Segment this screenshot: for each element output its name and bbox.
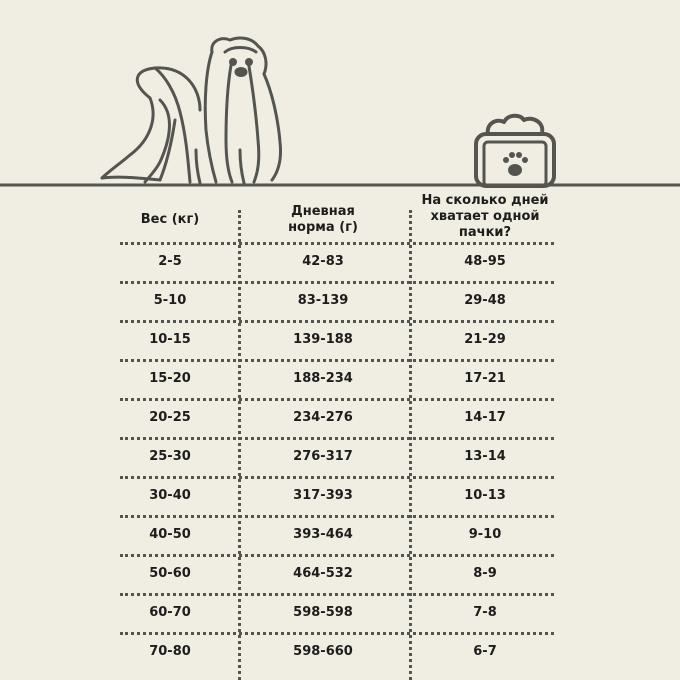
table-row <box>0 554 680 593</box>
cell-daily-norm: 188-234 <box>293 371 353 386</box>
table-row <box>0 242 680 281</box>
cell-weight: 50-60 <box>149 566 191 581</box>
table-row <box>0 398 680 437</box>
cell-days-per-pack: 6-7 <box>473 644 497 659</box>
table-row <box>0 359 680 398</box>
row-divider <box>120 398 554 401</box>
cell-weight: 25-30 <box>149 449 191 464</box>
row-divider <box>120 593 554 596</box>
cell-daily-norm: 83-139 <box>297 293 349 308</box>
row-divider <box>120 320 554 323</box>
cell-daily-norm: 598-598 <box>293 605 353 620</box>
cell-daily-norm: 598-660 <box>293 644 353 659</box>
table-row <box>0 281 680 320</box>
table-row <box>0 632 680 671</box>
row-divider <box>120 515 554 518</box>
cell-days-per-pack: 10-13 <box>464 488 506 503</box>
cell-days-per-pack: 9-10 <box>468 527 502 542</box>
row-divider <box>120 281 554 284</box>
cell-daily-norm: 464-532 <box>293 566 353 581</box>
cell-weight: 15-20 <box>149 371 191 386</box>
row-divider <box>120 632 554 635</box>
shih-tzu-dog-icon <box>102 38 281 183</box>
cell-days-per-pack: 13-14 <box>464 449 506 464</box>
table-row <box>0 515 680 554</box>
food-bowl-paw-icon <box>476 116 554 186</box>
header-daily-norm: Дневная норма (г) <box>288 204 358 235</box>
cell-weight: 10-15 <box>149 332 191 347</box>
cell-weight: 2-5 <box>158 254 182 269</box>
cell-days-per-pack: 7-8 <box>473 605 497 620</box>
header-weight: Вес (кг) <box>140 212 200 227</box>
row-divider <box>120 242 554 245</box>
cell-daily-norm: 234-276 <box>293 410 353 425</box>
cell-days-per-pack: 17-21 <box>464 371 506 386</box>
row-divider <box>120 554 554 557</box>
cell-days-per-pack: 21-29 <box>464 332 506 347</box>
cell-weight: 20-25 <box>149 410 191 425</box>
table-header <box>0 190 680 242</box>
table-row <box>0 437 680 476</box>
cell-weight: 60-70 <box>149 605 191 620</box>
row-divider <box>120 476 554 479</box>
cell-daily-norm: 276-317 <box>293 449 353 464</box>
header-days-per-pack: На сколько дней хватает одной пачки? <box>421 193 549 240</box>
table-row <box>0 593 680 632</box>
cell-days-per-pack: 8-9 <box>473 566 497 581</box>
table-row <box>0 320 680 359</box>
cell-days-per-pack: 14-17 <box>464 410 506 425</box>
cell-days-per-pack: 48-95 <box>464 254 506 269</box>
cell-weight: 30-40 <box>149 488 191 503</box>
cell-weight: 5-10 <box>153 293 187 308</box>
cell-weight: 70-80 <box>149 644 191 659</box>
feeding-table <box>0 190 680 680</box>
illustration-svg <box>0 0 680 190</box>
row-divider <box>120 437 554 440</box>
cell-weight: 40-50 <box>149 527 191 542</box>
illustration <box>0 0 680 190</box>
cell-days-per-pack: 29-48 <box>464 293 506 308</box>
cell-daily-norm: 317-393 <box>293 488 353 503</box>
cell-daily-norm: 42-83 <box>302 254 344 269</box>
row-divider <box>120 359 554 362</box>
table-row <box>0 476 680 515</box>
table-body <box>0 242 680 671</box>
cell-daily-norm: 393-464 <box>293 527 353 542</box>
cell-daily-norm: 139-188 <box>293 332 353 347</box>
